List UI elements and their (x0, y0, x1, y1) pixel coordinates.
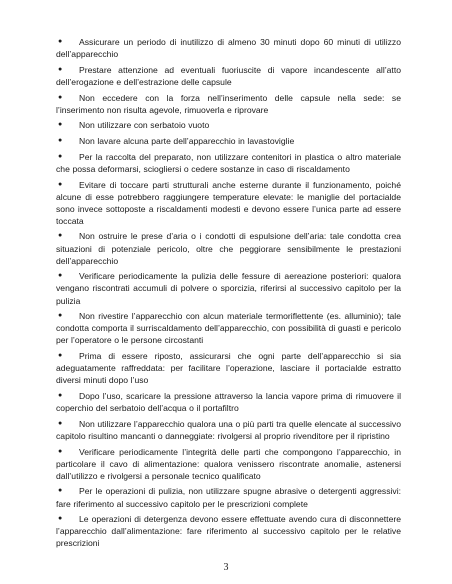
bullet-icon: ● (58, 272, 63, 280)
bullet-icon: ● (58, 38, 63, 45)
list-item-text: Non lavare alcuna parte dell’apparecchio in lavastoviglie (79, 136, 295, 147)
list-item (56, 485, 401, 509)
safety-instructions-list (56, 36, 401, 549)
bullet-icon: ● (58, 391, 63, 399)
list-item-text: Non rivestire l’apparecchio con alcun materiale termoriflettente (es. alluminio); tale condotta comporta il surriscaldamento dell’apparecchio, con possibilità di guasti e pericolo per l’operatore o le persone circostanti (56, 311, 401, 346)
bullet-icon: ● (58, 312, 63, 320)
bullet-icon: ● (58, 487, 63, 495)
list-item (56, 36, 401, 60)
list-item (56, 179, 401, 227)
list-item-text: Per la raccolta del preparato, non utilizzare contenitori in plastica o altro materiale che possa deformarsi, sciogliersi o cedere sostanze in caso di riscaldamento (56, 151, 401, 174)
list-item-text: Dopo l’uso, scaricare la pressione attraverso la lancia vapore prima di rimuovere il coperchio del serbatoio dell’acqua o il portafiltro (56, 390, 401, 414)
bullet-icon: ● (58, 180, 63, 188)
bullet-icon: ● (58, 419, 63, 427)
list-item-text: Verificare periodicamente la pulizia delle fessure di aereazione posteriori: qualora vengano riscontrati accumuli di polvere o sporcizia, riferirsi al successivo capitolo per la pulizia (56, 271, 401, 306)
page-number: 3 (223, 562, 229, 573)
list-item-text: Prima di essere riposto, assicurarsi che ogni parte dell’apparecchio si sia adeguatamente raffreddata: per facilitare l’operazione, lasciare il portacialde estratto diversi minuti dopo l’uso (56, 351, 401, 386)
bullet-icon: ● (58, 121, 63, 129)
list-item (56, 119, 401, 131)
list-item (56, 390, 401, 414)
document-body (56, 36, 401, 553)
bullet-icon: ● (58, 447, 63, 455)
list-item-text: Le operazioni di detergenza devono essere effettuate avendo cura di disconnettere l’apparecchio dall’alimentazione: fare riferimento al successivo capitolo per le relative prescrizioni (56, 514, 401, 549)
list-item-text: Non utilizzare l’apparecchio qualora una o più parti tra quelle elencate al successivo capitolo risultino mancanti o danneggiate: rivolgersi al proprio rivenditore per il ripristino (56, 418, 401, 441)
list-item-text: Assicurare un periodo di inutilizzo di almeno 30 minuti dopo 60 minuti di utilizzo dell’apparecchio (56, 37, 401, 60)
bullet-icon: ● (58, 152, 63, 160)
list-item (56, 135, 401, 147)
bullet-icon: ● (58, 93, 63, 101)
list-item-text: Non eccedere con la forza nell’inserimento delle capsule nella sede: se l’inserimento non risulta agevole, rimuoverla e riprovare (56, 92, 401, 115)
list-item (56, 151, 401, 175)
list-item (56, 230, 401, 266)
list-item (56, 446, 401, 482)
list-item (56, 310, 401, 346)
list-item (56, 350, 401, 386)
list-item (56, 64, 401, 88)
list-item-text: Verificare periodicamente l’integrità delle parti che compongono l’apparecchio, in particolare il cavo di alimentazione: qualora venissero riscontrate anomalie, astenersi dall’utilizzo e rivolgersi a personale tecnico qualificato (56, 446, 401, 481)
list-item-text: Non utilizzare con serbatoio vuoto (79, 120, 210, 131)
bullet-icon: ● (58, 515, 63, 523)
list-item-text: Per le operazioni di pulizia, non utilizzare spugne abrasive o detergenti aggressivi: fare riferimento al successivo capitolo per le prescrizioni complete (56, 486, 401, 509)
list-item (56, 418, 401, 442)
list-item (56, 270, 401, 306)
list-item-text: Prestare attenzione ad eventuali fuoriuscite di vapore incandescente all’atto dell’erogazione e dell’estrazione delle capsule (56, 64, 401, 87)
bullet-icon: ● (58, 352, 63, 360)
bullet-icon: ● (58, 137, 63, 145)
list-item (56, 92, 401, 116)
list-item-text: Non ostruire le prese d’aria o i condotti di espulsione dell’aria: tale condotta crea situazioni di potenziale pericolo, oltre che peggiorare sensibilmente le prestazioni dell’apparecchio (56, 231, 401, 266)
list-item-text: Evitare di toccare parti strutturali anche esterne durante il funzionamento, poiché alcune di esse potrebbero raggiungere temperature elevate: le maniglie del portacialde sono invece sottoposte a riscaldamenti modesti e devono essere l’unica parte ad essere toccata (56, 179, 401, 226)
bullet-icon: ● (58, 232, 63, 240)
bullet-icon: ● (58, 65, 63, 73)
list-item (56, 513, 401, 549)
